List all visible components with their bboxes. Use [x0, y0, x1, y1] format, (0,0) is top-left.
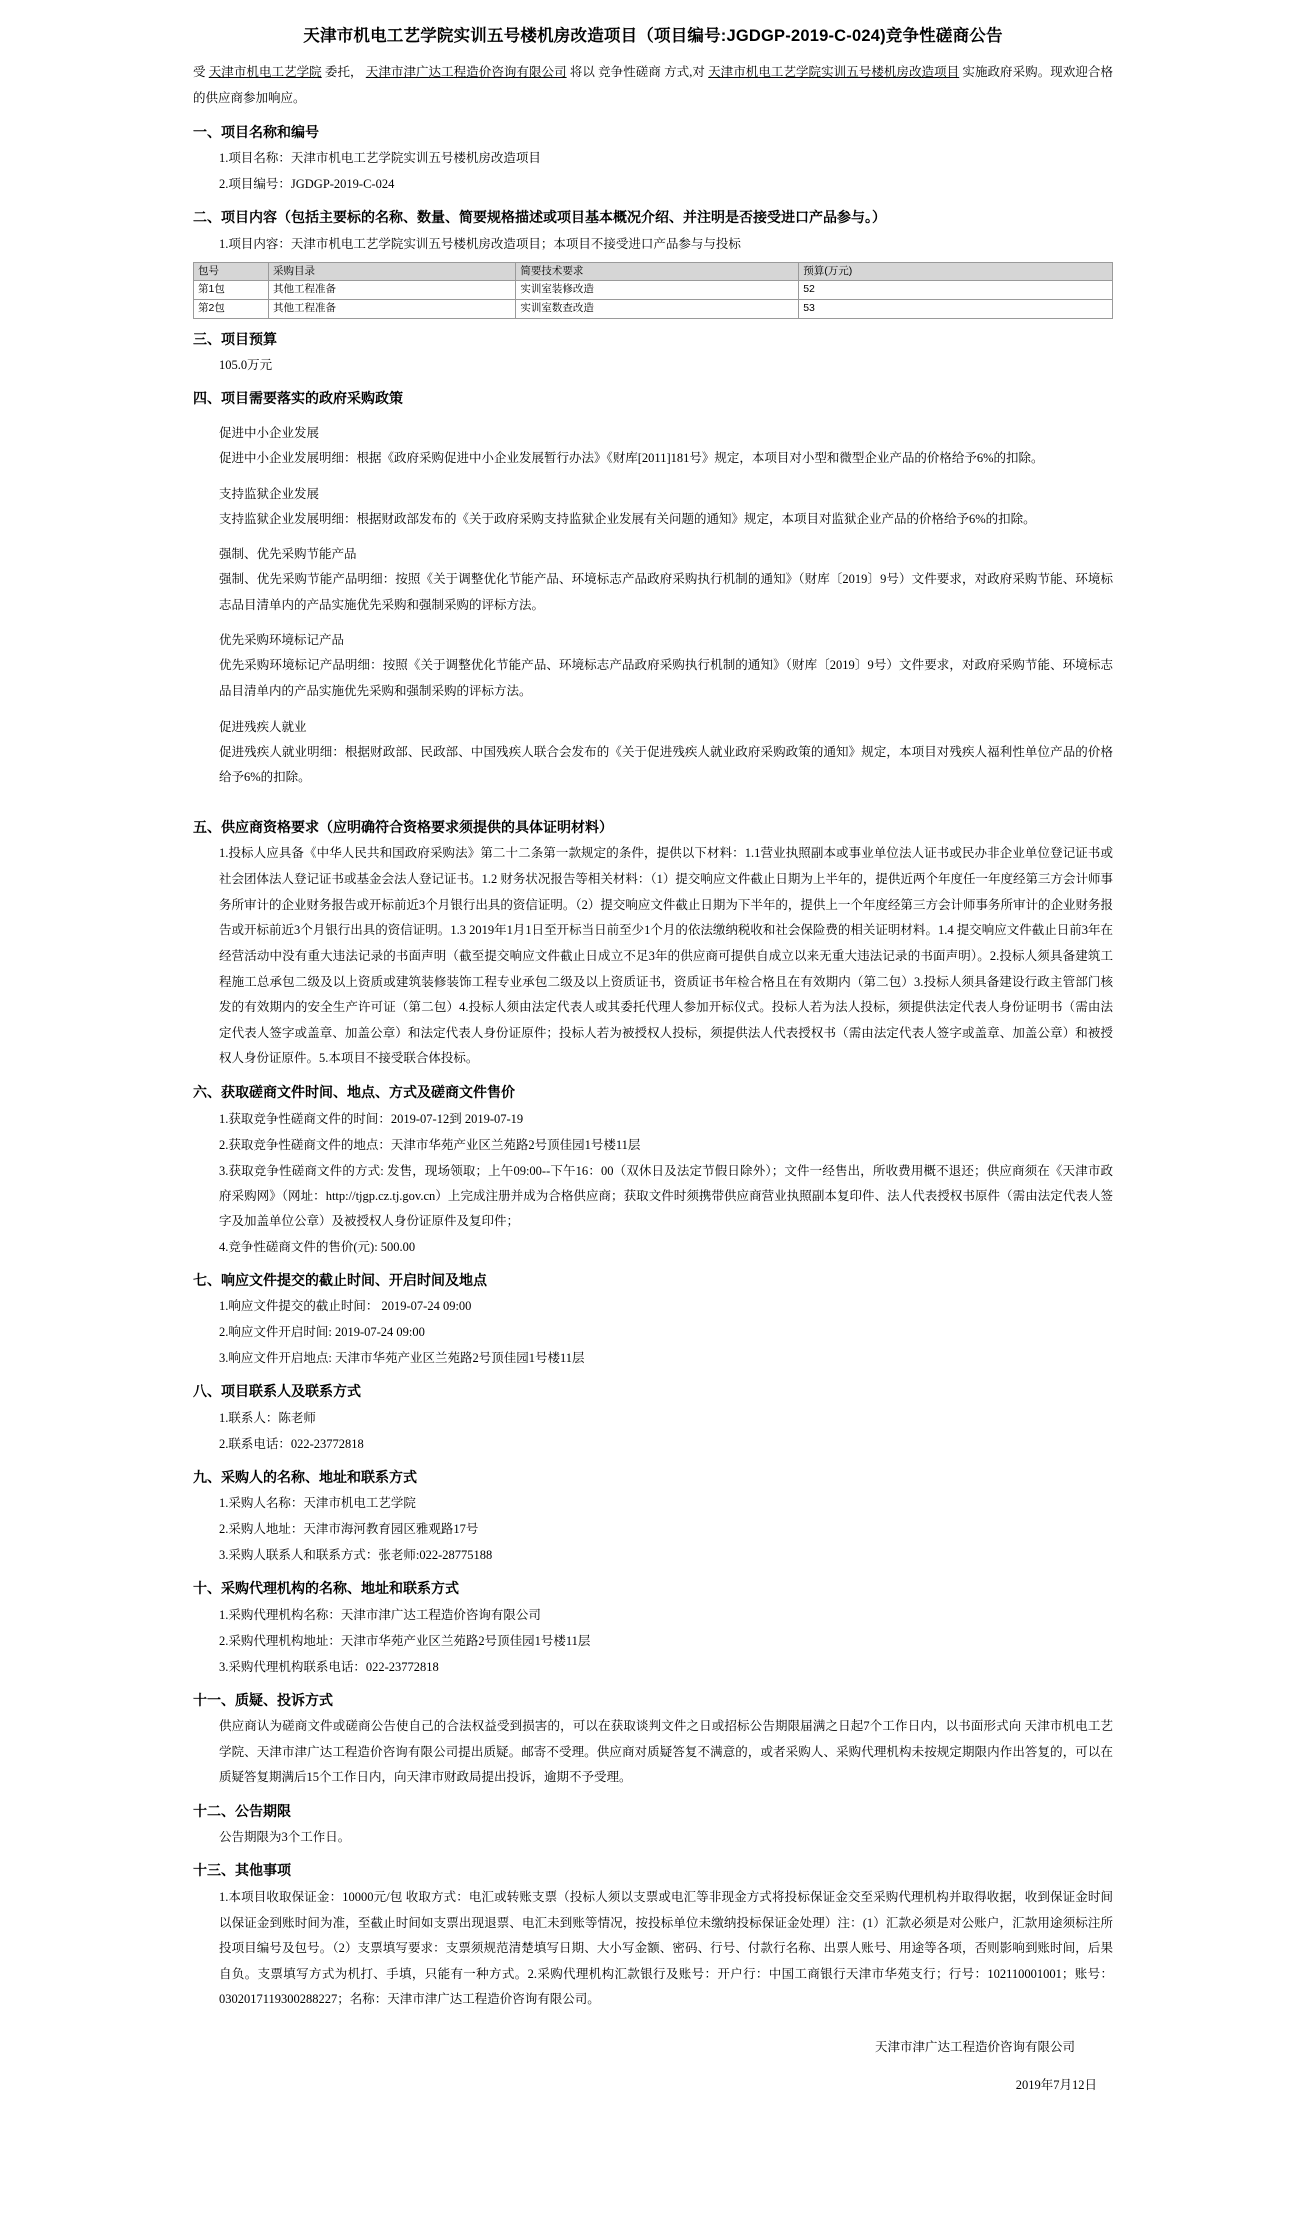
intro-mid-2: 将以	[569, 65, 595, 80]
table-header-row	[194, 262, 1113, 281]
table-header-package-no: 包号	[194, 262, 269, 281]
section-13-body: 1.本项目收取保证金：10000元/包 收取方式：电汇或转账支票（投标人须以支票或电汇等非现金方式将投标保证金交至采购代理机构并取得收据，收到保证金时间以保证金到账时间为准，至截止时间如支票出现退票、电汇未到账等情况，按投标单位未缴纳投标保证金处理）注：(1）汇款必须是对公账户，汇款用途须标注所投项目编号及包号。（2）支票填写要求：支票须规范清楚填写日期、大小写金额、密码、行号、付款行名称、出票人账号、用途等各项，否则影响到账时间，后果自负。支票填写方式为机打、手填，只能有一种方式。2.采购代理机构汇款银行及账号：开户行：中国工商银行天津市华苑支行；行号：102110001001；账号：0302017119300288227；名称：天津市津广达工程造价咨询有限公司。	[219, 1889, 1113, 2007]
section-9-heading: 九、采购人的名称、地址和联系方式	[193, 1468, 417, 1485]
cell-budget: 52	[799, 281, 1113, 300]
section-7-heading: 七、响应文件提交的截止时间、开启时间及地点	[193, 1271, 487, 1288]
intro-prefix: 受	[193, 65, 206, 80]
section-1-heading: 一、项目名称和编号	[193, 123, 319, 140]
section-12-item-1: 公告期限为3个工作日。	[219, 1830, 351, 1845]
spacer	[193, 795, 1113, 807]
policy-body-sme: 促进中小企业发展明细：根据《政府采购促进中小企业发展暂行办法》《财库[2011]181号》规定，本项目对小型和微型企业产品的价格给予6%的扣除。	[219, 450, 1044, 465]
section-10-heading: 十、采购代理机构的名称、地址和联系方式	[193, 1580, 459, 1596]
intro-suffix: 实施政府采购。现欢迎合格的供应商参加响应。	[193, 65, 1113, 105]
page-title: 天津市机电工艺学院实训五号楼机房改造项目（项目编号:JGDGP-2019-C-024)竞争性磋商公告	[303, 27, 1003, 45]
section-6-heading: 六、获取磋商文件时间、地点、方式及磋商文件售价	[193, 1084, 515, 1100]
section-3-budget-total: 105.0万元	[219, 358, 273, 373]
section-10-item-2: 2.采购代理机构地址：天津市华苑产业区兰苑路2号顶佳园1号楼11层	[219, 1633, 591, 1648]
policy-body-eco-label: 优先采购环境标记产品明细：按照《关于调整优化节能产品、环境标志产品政府采购执行机制的通知》（财库〔2019〕9号）文件要求，对政府采购节能、环境标志品目清单内的产品实施优先采购和强制采购的评标方法。	[219, 658, 1113, 698]
section-1-item-2: 2.项目编号：JGDGP-2019-C-024	[219, 177, 395, 192]
section-9-item-3: 3.采购人联系人和联系方式：张老师:022-28775188	[219, 1548, 493, 1562]
section-5-body: 1.投标人应具备《中华人民共和国政府采购法》第二十二条第一款规定的条件，提供以下材料：1.1营业执照副本或事业单位法人证书或民办非企业单位登记证书或社会团体法人登记证书或基金会法人登记证书。1.2 财务状况报告等相关材料：（1）提交响应文件截止日期为上半年的，提供近两个年度任一年度经第三方会计师事务所审计的企业财务报告或开标前近3个月银行出具的资信证明。（2）提交响应文件截止日期为下半年的，提供上一个年度经第三方会计师事务所审计的企业财务报告或开标前近3个月银行出具的资信证明。1.3 2019年1月1日至开标当日前至少1个月的依法缴纳税收和社会保险费的相关证明材料。1.4 提交响应文件截止日前3年在经营活动中没有重大违法记录的书面声明（截至提交响应文件截止日成立不足3年的供应商可提供自成立以来无重大违法记录的书面声明）。2.投标人须具备建筑工程施工总承包二级及以上资质或建筑装修装饰工程专业承包二级及以上资质证书，资质证书年检合格且在有效期内（第二包）3.投标人须具备建设行政主管部门核发的有效期内的安全生产许可证（第二包）4.投标人须由法定代表人或其委托代理人参加开标仪式。投标人若为法人投标，须提供法定代表人身份证明书（需由法定代表人签字或盖章、加盖公章）和法定代表人身份证原件；投标人若为被授权人投标，须提供法人代表授权书（需由法定代表人签字或盖章、加盖公章）和被授权人身份证原件。5.本项目不接受联合体投标。	[219, 846, 1113, 1066]
section-7-item-1: 1.响应文件提交的截止时间： 2019-07-24 09:00	[219, 1299, 472, 1313]
procurement-table	[193, 262, 1113, 319]
cell-catalog: 其他工程准备	[268, 300, 515, 319]
policy-title-prison: 支持监狱企业发展	[219, 486, 320, 501]
intro-method: 竞争性磋商	[598, 65, 661, 80]
section-6-item-4: 4.竞争性磋商文件的售价(元): 500.00	[219, 1239, 416, 1254]
section-2-item-1: 1.项目内容：天津市机电工艺学院实训五号楼机房改造项目；本项目不接受进口产品参与与投标	[219, 236, 741, 251]
policy-title-disabled-employment: 促进残疾人就业	[219, 719, 307, 734]
policy-title-energy-saving: 强制、优先采购节能产品	[219, 547, 357, 562]
section-13-heading: 十三、其他事项	[193, 1862, 291, 1879]
policy-title-eco-label: 优先采购环境标记产品	[219, 633, 345, 648]
section-11-body: 供应商认为磋商文件或磋商公告使自己的合法权益受到损害的，可以在获取谈判文件之日或招标公告期限届满之日起7个工作日内，以书面形式向 天津市机电工艺学院、天津市津广达工程造价咨询有限公司提出质疑。邮寄不受理。供应商对质疑答复不满意的，或者采购人、采购代理机构未按规定期限内作出答复的，可以在质疑答复期满后15个工作日内，向天津市财政局提出投诉，逾期不予受理。	[219, 1719, 1113, 1785]
footer-date: 2019年7月12日	[1015, 2077, 1097, 2092]
cell-catalog: 其他工程准备	[268, 281, 515, 300]
policy-title-sme: 促进中小企业发展	[219, 425, 320, 440]
table-header-spec: 简要技术要求	[516, 262, 799, 281]
section-8-heading: 八、项目联系人及联系方式	[193, 1383, 361, 1399]
policy-body-disabled-employment: 促进残疾人就业明细：根据财政部、民政部、中国残疾人联合会发布的《关于促进残疾人就业政府采购政策的通知》规定，本项目对残疾人福利性单位产品的价格给予6%的扣除。	[219, 744, 1113, 785]
cell-spec: 实训室装修改造	[516, 281, 799, 300]
intro-mid-1: 委托，	[324, 65, 363, 80]
section-10-item-1: 1.采购代理机构名称：天津市津广达工程造价咨询有限公司	[219, 1607, 541, 1622]
section-6-item-2: 2.获取竞争性磋商文件的地点：天津市华苑产业区兰苑路2号顶佳园1号楼11层	[219, 1137, 641, 1152]
table-header-catalog: 采购目录	[268, 262, 515, 281]
section-6-item-1: 1.获取竞争性磋商文件的时间：2019-07-12到 2019-07-19	[219, 1111, 524, 1126]
section-6-item-3: 3.获取竞争性磋商文件的方式: 发售，现场领取；上午09:00--下午16：00（双休日及法定节假日除外）；文件一经售出，所收费用概不退还；供应商须在《天津市政府采购网》（网址：http://tjgp.cz.tj.gov.cn）上完成注册并成为合格供应商；获取文件时须携带供应商营业执照副本复印件、法人代表授权书原件（需由法定代表人签字及加盖单位公章）及被授权人身份证原件及复印件；	[219, 1163, 1113, 1228]
footer-company: 天津市津广达工程造价咨询有限公司	[874, 2040, 1075, 2054]
section-11-heading: 十一、质疑、投诉方式	[193, 1691, 333, 1708]
intro-agent: 天津市津广达工程造价咨询有限公司	[365, 65, 567, 80]
intro-project: 天津市机电工艺学院实训五号楼机房改造项目	[708, 65, 960, 80]
section-7-item-3: 3.响应文件开启地点: 天津市华苑产业区兰苑路2号顶佳园1号楼11层	[219, 1351, 585, 1365]
cell-spec: 实训室数查改造	[516, 300, 799, 319]
table-header-budget: 预算(万元)	[799, 262, 1113, 281]
intro-paragraph	[193, 60, 1113, 111]
section-4-heading: 四、项目需要落实的政府采购政策	[193, 390, 403, 407]
section-12-heading: 十二、公告期限	[193, 1802, 291, 1819]
section-7-item-2: 2.响应文件开启时间: 2019-07-24 09:00	[219, 1325, 425, 1339]
section-9-item-1: 1.采购人名称：天津市机电工艺学院	[219, 1496, 416, 1510]
section-10-item-3: 3.采购代理机构联系电话：022-23772818	[219, 1659, 439, 1674]
section-3-heading: 三、项目预算	[193, 330, 277, 347]
section-9-item-2: 2.采购人地址：天津市海河教育园区雅观路17号	[219, 1522, 479, 1536]
intro-mid-3: 方式,对	[664, 65, 705, 80]
section-8-item-2: 2.联系电话：022-23772818	[219, 1436, 364, 1451]
section-8-item-1: 1.联系人：陈老师	[219, 1410, 316, 1425]
policy-body-prison: 支持监狱企业发展明细：根据财政部发布的《关于政府采购支持监狱企业发展有关问题的通知》规定，本项目对监狱企业产品的价格给予6%的扣除。	[219, 511, 1036, 526]
cell-package-no: 第2包	[194, 300, 269, 319]
section-5-heading: 五、供应商资格要求（应明确符合资格要求须提供的具体证明材料）	[193, 818, 613, 835]
intro-purchaser: 天津市机电工艺学院	[208, 65, 322, 80]
section-2-heading: 二、项目内容（包括主要标的名称、数量、简要规格描述或项目基本概况介绍、并注明是否接受进口产品参与。）	[193, 209, 886, 226]
policy-body-energy-saving: 强制、优先采购节能产品明细：按照《关于调整优化节能产品、环境标志产品政府采购执行机制的通知》（财库〔2019〕9号）文件要求，对政府采购节能、环境标志品目清单内的产品实施优先采购和强制采购的评标方法。	[219, 572, 1113, 612]
section-1-item-1: 1.项目名称：天津市机电工艺学院实训五号楼机房改造项目	[219, 151, 541, 166]
table-row	[194, 300, 1113, 319]
table-row	[194, 281, 1113, 300]
cell-budget: 53	[799, 300, 1113, 319]
cell-package-no: 第1包	[194, 281, 269, 300]
